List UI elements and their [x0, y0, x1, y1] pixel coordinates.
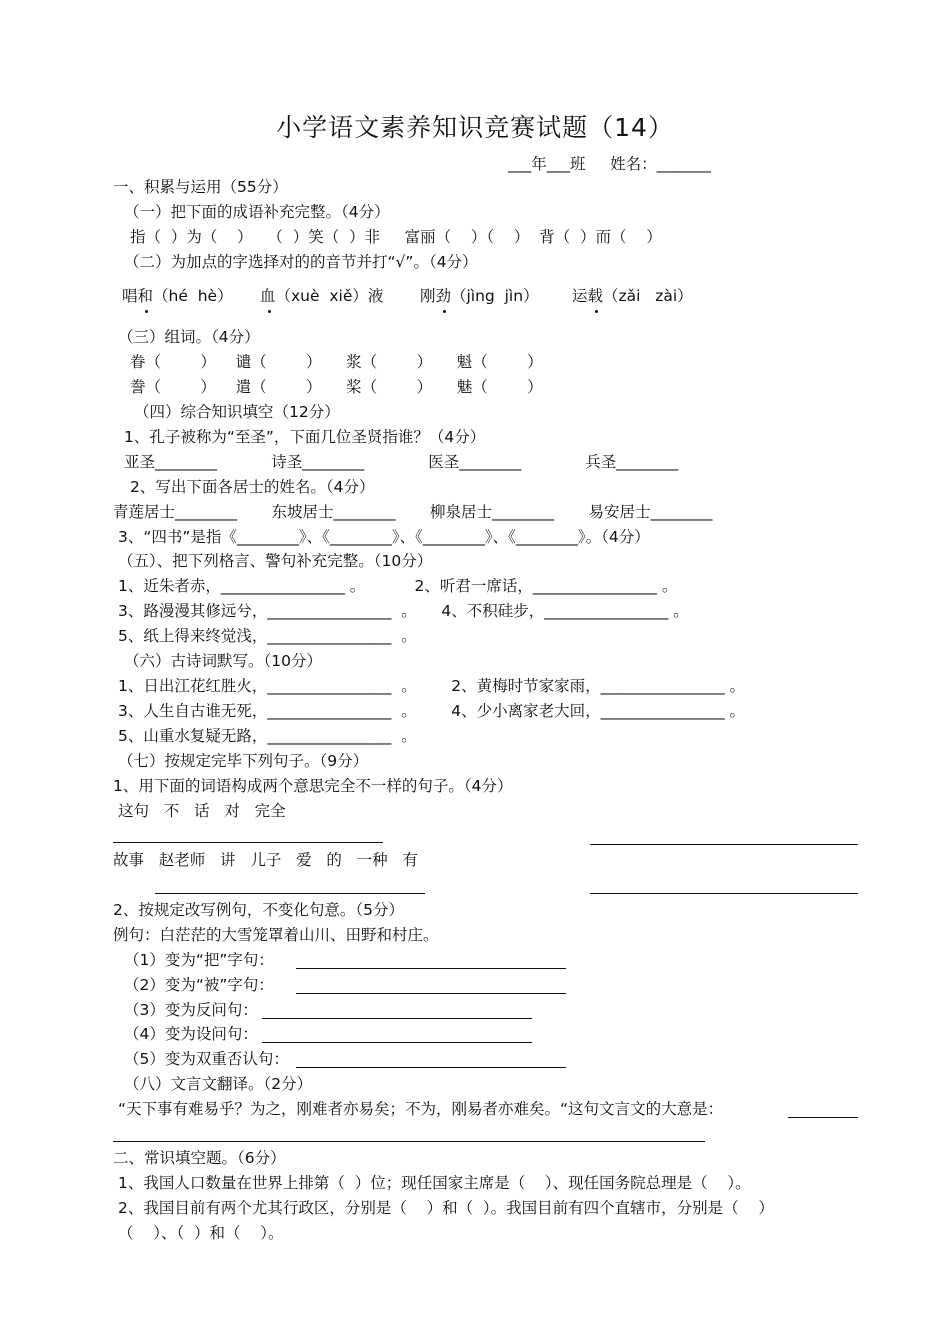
q7-1-words-b: 故事 赵老师 讲 儿子 爱 的 一种 有	[113, 851, 418, 869]
q7-2-item-4: （4）变为设问句：	[124, 1025, 258, 1043]
answer-line	[590, 844, 858, 845]
q4-3-prompt: 3、“四书”是指《________》、《________》、《________》、《________》。（4分）	[118, 528, 650, 546]
section-1-heading: 一、积累与运用（55分）	[113, 178, 288, 196]
q1-idioms: 指（ ）为（ ） （ ）笑（ ）非 富丽（ ）（ ） 背（ ）而（ ）	[130, 228, 662, 246]
answer-line	[262, 1018, 532, 1019]
answer-line	[788, 1117, 858, 1118]
page-title: 小学语文素养知识竞赛试题（14）	[276, 113, 674, 142]
q2-item-xueye: 血（xuè xiě）液	[260, 287, 384, 305]
q5-row-1: 1、近朱者赤，________________ 。 2、听君一席话，________________ 。	[118, 577, 678, 595]
q6-row-3: 5、山重水复疑无路，________________ 。	[118, 727, 417, 745]
emphasis-dot	[268, 310, 271, 313]
q2-item-yunzai: 运载（zǎi zài）	[572, 287, 693, 305]
emphasis-dot	[443, 310, 446, 313]
q1-prompt: （一）把下面的成语补充完整。（4分）	[124, 203, 390, 221]
q4-prompt: （四）综合知识填空（12分）	[134, 403, 340, 421]
answer-line	[113, 1141, 705, 1142]
q3-row-1: 眷（ ） 谴（ ） 浆（ ） 魁（ ）	[130, 353, 543, 371]
q7-prompt: （七）按规定完毕下列句子。（9分）	[118, 752, 369, 770]
q6-row-2: 3、人生自古谁无死，________________ 。 4、少小离家老大回，________________ 。	[118, 702, 745, 720]
q8-prompt: （八）文言文翻译。（2分）	[124, 1075, 313, 1093]
q7-1-words-a: 这句 不 话 对 完全	[118, 802, 286, 820]
q2-item-gangjin: 刚劲（jìng jìn）	[420, 287, 539, 305]
q7-2-item-3: （3）变为反问句：	[124, 1001, 258, 1019]
answer-line	[296, 968, 566, 969]
q7-2-item-2: （2）变为“被”字句：	[124, 976, 274, 994]
emphasis-dot	[145, 310, 148, 313]
q7-2-example: 例句：白茫茫的大雪笼罩着山川、田野和村庄。	[113, 926, 439, 944]
answer-line	[296, 1067, 566, 1068]
s2-question-1: 1、我国人口数量在世界上排第（ ）位；现任国家主席是（ ）、现任国务院总理是（ ）。	[118, 1174, 751, 1192]
s2-question-2-cont: （ ）、（ ）和（ ）。	[118, 1224, 284, 1242]
q4-2-blanks: 青莲居士________ 东坡居士________ 柳泉居士________ 易安居士________	[113, 503, 713, 521]
answer-line	[155, 893, 425, 894]
q7-2-item-5: （5）变为双重否认句：	[124, 1050, 289, 1068]
answer-line	[262, 1042, 532, 1043]
answer-line	[113, 842, 383, 843]
q7-1-prompt: 1、用下面的词语构成两个意思完全不一样的句子。（4分）	[113, 777, 513, 795]
q4-1-prompt: 1、孔子被称为“至圣”，下面几位圣贤指谁？（4分）	[124, 428, 486, 446]
q2-prompt: （二）为加点的字选择对的的音节并打“√”。（4分）	[124, 253, 478, 271]
q3-row-2: 誊（ ） 遣（ ） 桨（ ） 魅（ ）	[130, 378, 543, 396]
answer-line	[590, 893, 858, 894]
section-2-heading: 二、常识填空题。（6分）	[113, 1149, 286, 1167]
s2-question-2: 2、我国目前有两个尤其行政区，分别是（ ）和（ ）。我国目前有四个直辖市，分别是（ ）	[118, 1199, 774, 1217]
q5-prompt: （五）、把下列格言、警句补充完整。（10分）	[118, 552, 433, 570]
q7-2-prompt: 2、按规定改写例句，不变化句意。（5分）	[113, 901, 404, 919]
class-name-field: ___年___班 姓名：_______	[508, 155, 711, 173]
q5-row-2: 3、路漫漫其修远兮，________________ 。 4、不积硅步，________________ 。	[118, 602, 689, 620]
q7-2-item-1: （1）变为“把”字句：	[124, 951, 274, 969]
emphasis-dot	[595, 310, 598, 313]
q4-1-blanks: 亚圣________ 诗圣________ 医圣________ 兵圣________	[124, 453, 679, 471]
q6-prompt: （六）古诗词默写。（10分）	[124, 652, 322, 670]
q3-prompt: （三）组词。（4分）	[118, 328, 260, 346]
q2-item-changhe: 唱和（hé hè）	[122, 287, 233, 305]
q5-row-3: 5、纸上得来终觉浅，________________ 。	[118, 627, 417, 645]
q6-row-1: 1、日出江花红胜火，________________ 。 2、黄梅时节家家雨，________________ 。	[118, 677, 745, 695]
q4-2-prompt: 2、写出下面各居士的姓名。（4分）	[130, 478, 375, 496]
answer-line	[296, 993, 566, 994]
q8-text: “天下事有难易乎？为之，刚难者亦易矣；不为，刚易者亦难矣。“这句文言文的大意是：	[118, 1100, 724, 1118]
